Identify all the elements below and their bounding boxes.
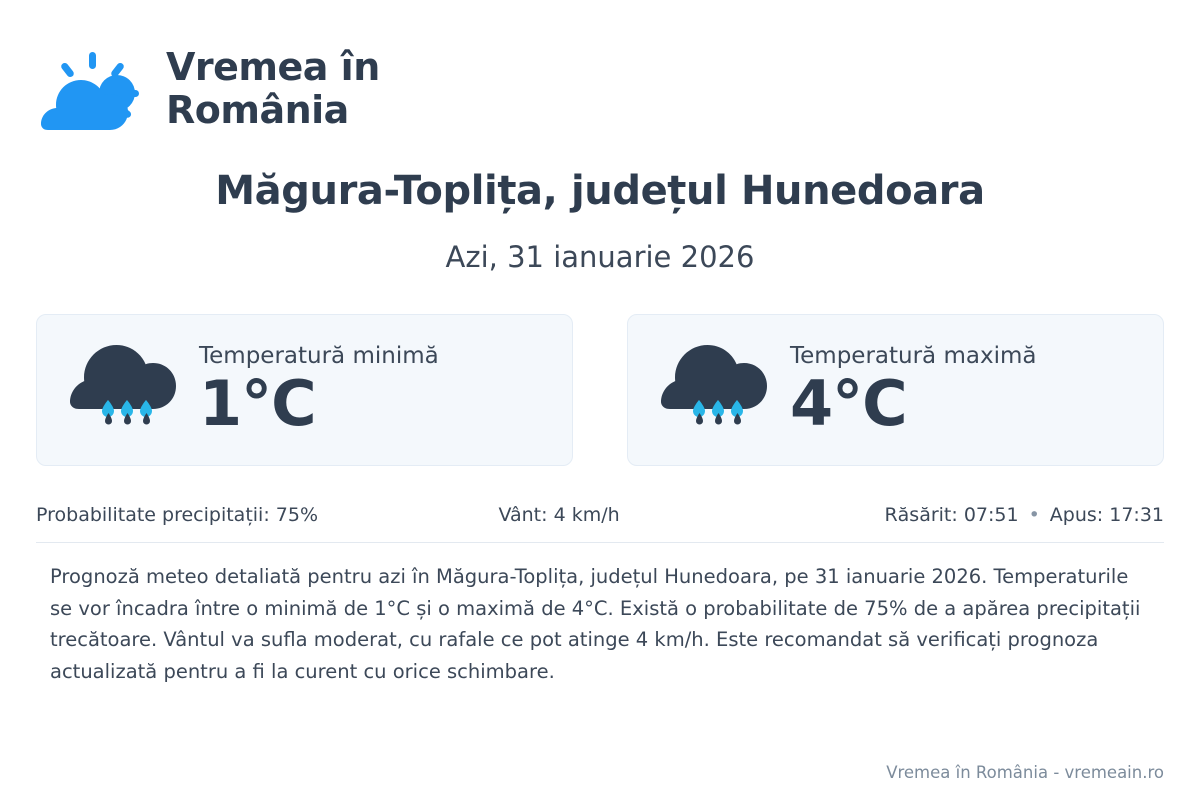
temperature-cards: [36, 314, 1164, 466]
min-temperature-value: 1°C: [199, 367, 316, 441]
page-title: Măgura-Toplița, județul Hunedoara: [215, 168, 985, 214]
sun-behind-cloud-icon: [36, 46, 148, 132]
max-temperature-value: 4°C: [790, 367, 907, 441]
footer-credit: Vremea în România - vremeain.ro: [886, 763, 1164, 782]
page-date: Azi, 31 ianuarie 2026: [445, 240, 755, 274]
rain-cloud-icon: [67, 335, 187, 445]
min-temperature-body: [199, 343, 439, 441]
wind-stat: Vânt: 4 km/h: [498, 504, 620, 526]
max-temperature-body: [790, 343, 1037, 441]
precipitation-stat: Probabilitate precipitații: 75%: [36, 504, 318, 526]
max-temperature-card: [627, 314, 1164, 466]
min-temperature-card: [36, 314, 573, 466]
min-temperature-label: Temperatură minimă: [199, 343, 439, 370]
weather-stats-row: [36, 504, 1164, 543]
stat-separator: •: [1028, 504, 1040, 526]
sun-times-stat: [792, 504, 1164, 526]
max-temperature-label: Temperatură maximă: [790, 343, 1037, 370]
sunset-value: Apus: 17:31: [1049, 504, 1164, 526]
forecast-description: Prognoză meteo detaliată pentru azi în Măgura-Toplița, județul Hunedoara, pe 31 ianuarie 2026. Temperaturile se vor încadra între o minimă de 1°C și o maximă de 4°C. Există o probabilitate de 75% de a apărea precipitații trecătoare. Vântul va sufla moderat, cu rafale ce pot atinge 4 km/h. Este recomandat să verificați prognoza actualizată pentru a fi la curent cu orice schimbare.: [50, 565, 1141, 683]
rain-cloud-icon: [658, 335, 778, 445]
brand-header: [36, 0, 1164, 132]
sunrise-value: Răsărit: 07:51: [884, 504, 1019, 526]
brand-title: Vremea în România: [166, 45, 380, 132]
